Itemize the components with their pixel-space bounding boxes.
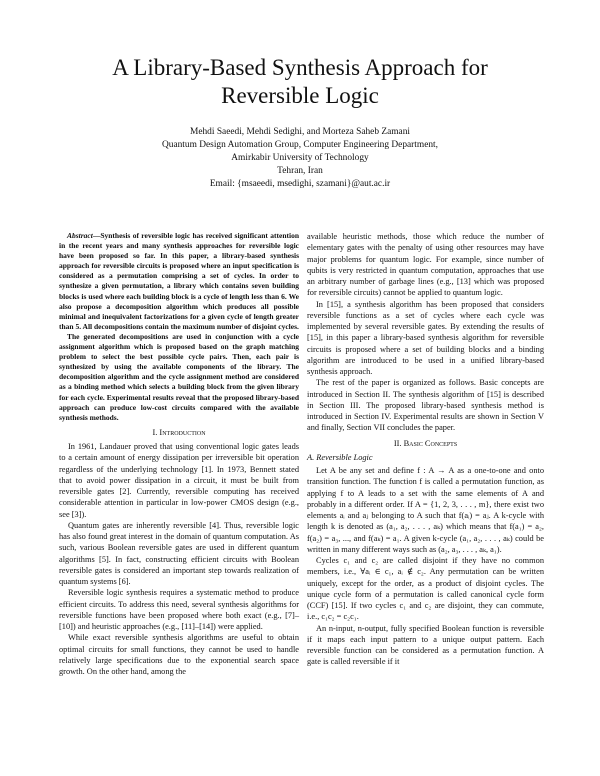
abstract-paragraph-2: The generated decompositions are used in conjunction with a cycle assignment algorithm which is proposed based on the graph matching problem to select the best possible cycle pairs. Then, each pair is synthesized by using the available components of the library. The decomposition algorithm and the cycle assignment method are considered as a binding method which selects a building block from the given library for each cycle. Experimental results reveal that the proposed library-based approach can produce low-cost circuits compared with the available synthesis methods. [59,331,299,422]
title-line-2: Reversible Logic [221,83,379,108]
intro-paragraph-4: While exact reversible synthesis algorithms are useful to obtain optimal circuits for small functions, they cannot be used to handle relatively large specifications due to the exponential search space growth. On the other hand, among the [59,633,299,677]
email: Email: {msaeedi, msedighi, szamani}@aut.ac.ir [209,179,391,189]
paper-title [40,54,560,110]
right-paragraph-1: available heuristic methods, those which reduce the number of elementary gates with the penalty of using other resources may have major problems for quantum logic. For example, since number of qubits is very restricted in quantum computation, approaches that use an arbitrary number of garbage lines (e.g., [13] which was proposed for reversible circuits) cannot be applied to quantum logic. [307,232,544,298]
right-paragraph-3: The rest of the paper is organized as follows. Basic concepts are introduced in Section II. The synthesis algorithm of [15] is described in Section III. The proposed library-based synthesis method is introduced in Section IV. Experimental results are shown in Section V and finally, Section VII concludes the paper. [307,378,544,433]
section-heading-basic-concepts: II. Basic Concepts [393,438,458,448]
section-heading-introduction: I. Introduction [152,427,206,437]
intro-paragraph-1: In 1961, Landauer proved that using conventional logic gates leads to a certain amount of energy dissipation per irreversible bit operation regardless of the underlying technology [1]. In 1973, Bennett stated that to avoid power dissipation in a circuit, it must be built from reversible gates [2]. Currently, reversible computing has received considerable attention in particular in low-power CMOS design (e.g., see [3]). [59,442,299,519]
basic-paragraph-2: Cycles c₁ and c₂ are called disjoint if they have no common members, i.e., ∀aᵢ ∈ c₁, aᵢ ∉ c₂. Any permutation can be written uniquely, except for the order, as a product of disjoint cycles. The unique cycle form of a permutation is called canonical cycle form (CCF) [15]. If two cycles c₁ and c₂ are disjoint, they can commute, i.e., c₁c₂ = c₂c₁. [307,556,544,622]
author-names: Mehdi Saeedi, Mehdi Sedighi, and Morteza Saheb Zamani [190,127,410,137]
location: Tehran, Iran [277,166,323,176]
affiliation-line-1: Quantum Design Automation Group, Computer Engineering Department, [162,140,438,150]
subsection-heading-reversible-logic: A. Reversible Logic [307,452,373,462]
abstract-text-1: —Synthesis of reversible logic has received significant attention in the recent years and many synthesis approaches for reversible logic have been proposed so far. In this paper, a library-based synthesis approach for reversible circuits is proposed where an input specification is considered as a permutation comprising a set of cycles. In order to synthesize a given permutation, a library which contains seven building blocks is used where each building block is a cycle of length less than 6. We also propose a decomposition algorithm which produces all possible minimal and inequivalent factorizations for a given cycle of length greater than 5. All decompositions contain the maximum number of disjoint cycles. [59,231,299,331]
intro-paragraph-2: Quantum gates are inherently reversible [4]. Thus, reversible logic has also found great interest in the domain of quantum computation. As such, various Boolean reversible gates are used in different quantum algorithms [5]. In fact, constructing efficient circuits with Boolean reversible gates is considered an important step towards realization of quantum systems [6]. [59,520,299,587]
left-column [59,231,299,677]
basic-paragraph-1: Let A be any set and define f : A → A as a one-to-one and onto transition function. The function f is called a permutation function, as applying f to A leads to a set with the same elements of A and probably in a different order. If A = {1, 2, 3, . . . , m}, there exist two elements aᵢ and aⱼ belonging to A such that f(aᵢ) = aⱼ. A k-cycle with length k is denoted as (a₁, a₂, . . . , aₖ) which means that f(a₁) = a₂, f(a₂) = a₃, ..., and f(aₖ) = a₁. A given k-cycle (a₁, a₂, . . . , aₖ) could be written in many different ways such as (a₂, a₃, . . . , aₖ, a₁). [307,466,544,554]
right-paragraph-2: In [15], a synthesis algorithm has been proposed that considers reversible functions as a set of cycles where each cycle was implemented by several reversible gates. By extending the results of [15], in this paper a library-based synthesis algorithm for reversible circuits is proposed where a set of building blocks and a binding algorithm are introduced to be used in a unified library-based synthesis approach. [307,299,544,376]
abstract-lead: Abstract [67,231,93,240]
author-block [40,126,560,191]
basic-paragraph-3: An n-input, n-output, fully specified Boolean function is reversible if it maps each input pattern to a unique output pattern. Each reversible function can be considered as a permutation function. A gate is called reversible if it [307,623,544,667]
abstract [59,231,299,423]
affiliation-line-2: Amirkabir University of Technology [231,153,369,163]
title-line-1: A Library-Based Synthesis Approach for [112,55,488,80]
abstract-paragraph-1 [59,231,299,332]
right-column [307,231,544,668]
intro-paragraph-3: Reversible logic synthesis requires a systematic method to produce efficient circuits. To address this need, several synthesis algorithms for reversible functions have been proposed where both exact (e.g., [7]–[10]) and heuristic approaches (e.g., [11]–[14]) were applied. [59,588,299,632]
